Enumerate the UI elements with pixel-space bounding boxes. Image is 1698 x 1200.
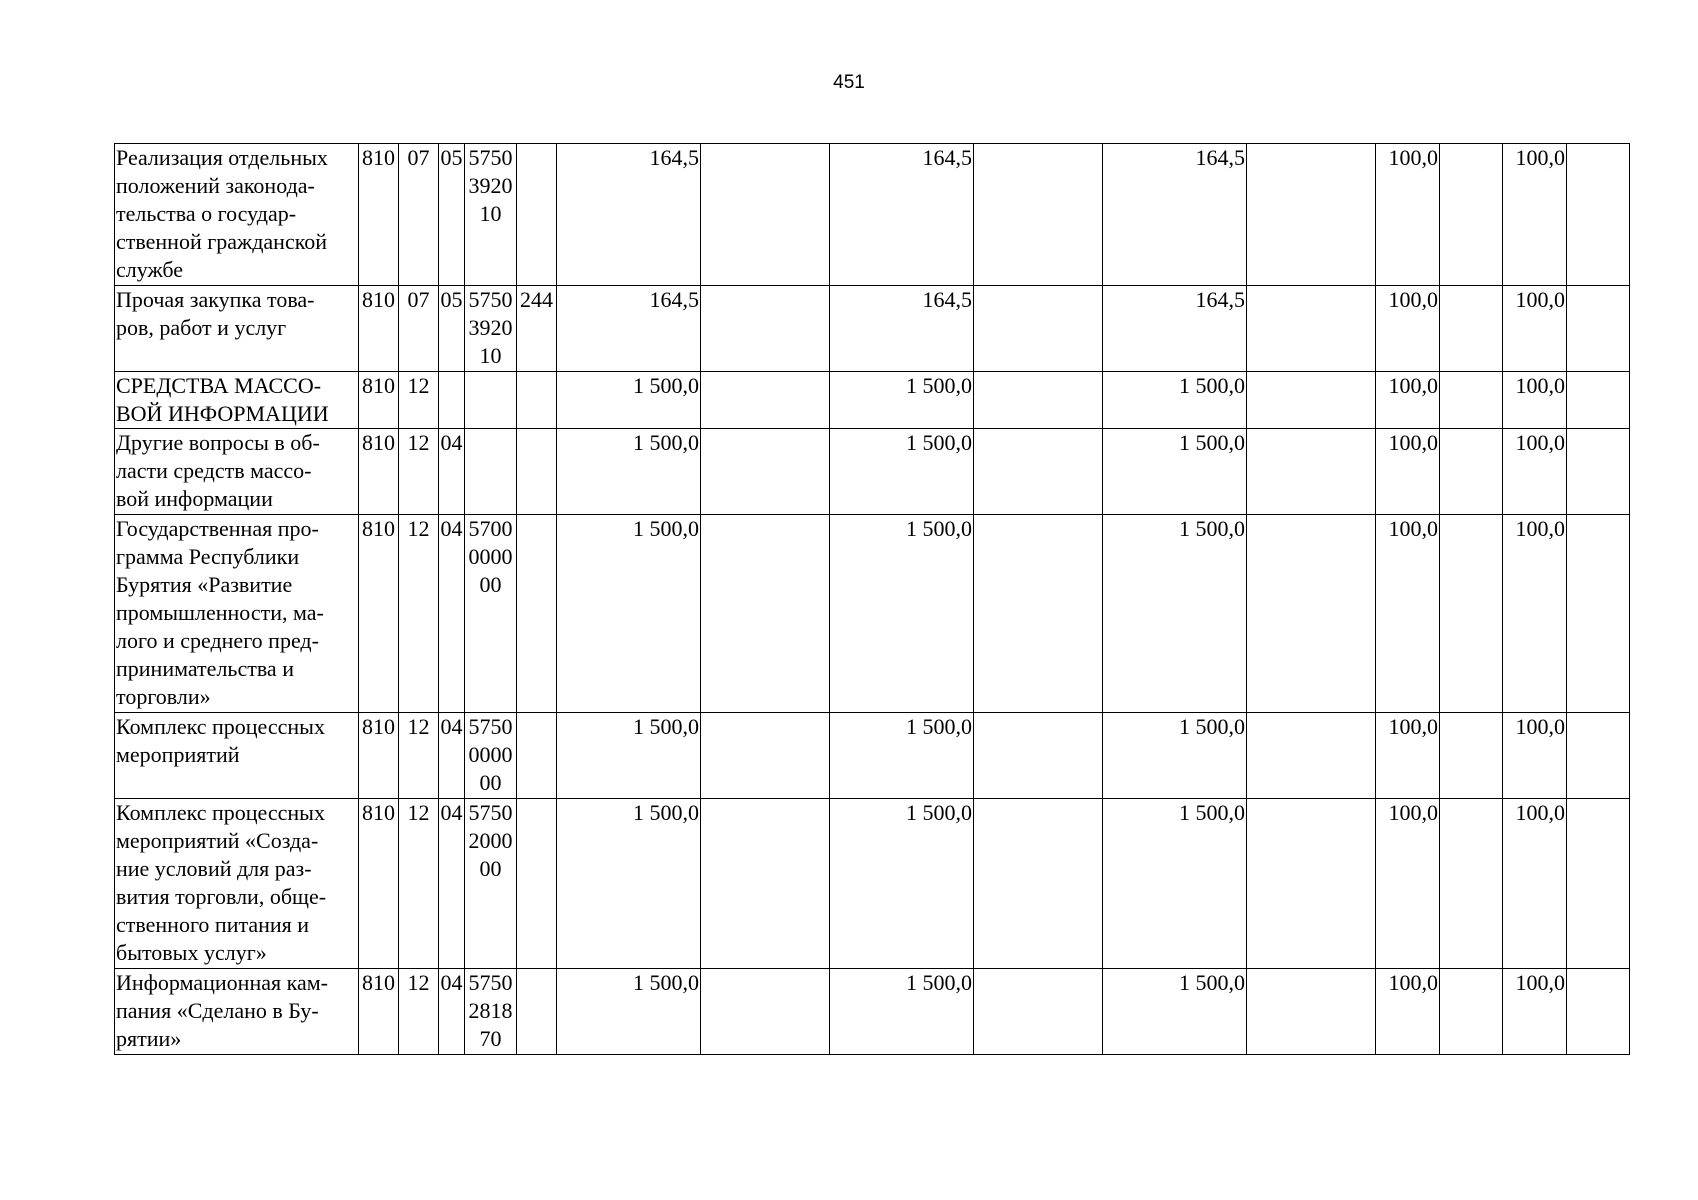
empty-cell [1247,144,1376,286]
percent-1: 100,0 [1376,515,1440,713]
expense-type-code [517,713,557,799]
grbs-code: 810 [359,286,399,372]
amount-3: 164,5 [1103,286,1247,372]
amount-1: 1 500,0 [557,429,701,515]
table-row [115,515,1630,713]
subsection-code: 05 [439,286,465,372]
grbs-code: 810 [359,429,399,515]
empty-cell [1247,286,1376,372]
percent-2: 100,0 [1503,286,1567,372]
grbs-code: 810 [359,372,399,429]
row-name: Прочая закупка това- ров, работ и услуг [115,286,359,372]
expense-type-code [517,372,557,429]
table-row [115,969,1630,1055]
subsection-code: 04 [439,713,465,799]
amount-2: 1 500,0 [830,713,974,799]
target-article-code: 5750 3920 10 [465,286,517,372]
amount-3: 1 500,0 [1103,713,1247,799]
subsection-code: 04 [439,515,465,713]
percent-2: 100,0 [1503,144,1567,286]
amount-3: 1 500,0 [1103,515,1247,713]
row-name: Комплекс процессных мероприятий «Созда- ние условий для раз- вития торговли, обще- ственного питания и бытовых услуг» [115,799,359,969]
section-code: 12 [399,969,439,1055]
empty-cell [1440,372,1503,429]
empty-cell [701,515,830,713]
empty-cell [1247,799,1376,969]
empty-cell [1247,969,1376,1055]
percent-1: 100,0 [1376,713,1440,799]
target-article-code: 5750 0000 00 [465,713,517,799]
row-name: Информационная кам- пания «Сделано в Бу- рятии» [115,969,359,1055]
empty-cell [1247,515,1376,713]
amount-1: 1 500,0 [557,969,701,1055]
expense-type-code [517,144,557,286]
table-row [115,144,1630,286]
amount-2: 1 500,0 [830,969,974,1055]
empty-cell [1567,286,1630,372]
amount-2: 1 500,0 [830,799,974,969]
subsection-code: 04 [439,799,465,969]
grbs-code: 810 [359,144,399,286]
budget-table [114,143,1630,1055]
empty-cell [974,799,1103,969]
table-row [115,429,1630,515]
section-code: 12 [399,713,439,799]
percent-1: 100,0 [1376,286,1440,372]
empty-cell [1567,144,1630,286]
table-row [115,286,1630,372]
section-code: 12 [399,515,439,713]
row-name: Государственная про- грамма Республики Бурятия «Развитие промышленности, ма- лого и среднего пред- принимательства и торговли» [115,515,359,713]
amount-1: 1 500,0 [557,515,701,713]
target-article-code: 5750 2818 70 [465,969,517,1055]
empty-cell [1247,372,1376,429]
amount-2: 1 500,0 [830,429,974,515]
percent-2: 100,0 [1503,429,1567,515]
table-body [115,144,1630,1055]
empty-cell [1440,969,1503,1055]
empty-cell [974,144,1103,286]
empty-cell [1247,713,1376,799]
empty-cell [974,286,1103,372]
section-code: 07 [399,144,439,286]
expense-type-code: 244 [517,286,557,372]
empty-cell [974,429,1103,515]
target-article-code [465,372,517,429]
amount-1: 164,5 [557,144,701,286]
empty-cell [1440,286,1503,372]
expense-type-code [517,429,557,515]
target-article-code: 5700 0000 00 [465,515,517,713]
empty-cell [1567,713,1630,799]
percent-2: 100,0 [1503,713,1567,799]
row-name: Реализация отдельных положений законода- тельства о государ- ственной гражданской службе [115,144,359,286]
section-code: 12 [399,799,439,969]
percent-2: 100,0 [1503,969,1567,1055]
amount-2: 164,5 [830,286,974,372]
subsection-code: 04 [439,429,465,515]
empty-cell [974,969,1103,1055]
row-name: СРЕДСТВА МАССО- ВОЙ ИНФОРМАЦИИ [115,372,359,429]
percent-1: 100,0 [1376,144,1440,286]
section-code: 12 [399,429,439,515]
empty-cell [701,429,830,515]
amount-2: 1 500,0 [830,372,974,429]
amount-3: 164,5 [1103,144,1247,286]
expense-type-code [517,515,557,713]
empty-cell [974,713,1103,799]
empty-cell [701,713,830,799]
amount-3: 1 500,0 [1103,372,1247,429]
empty-cell [1440,799,1503,969]
subsection-code: 04 [439,969,465,1055]
grbs-code: 810 [359,799,399,969]
target-article-code: 5750 2000 00 [465,799,517,969]
percent-1: 100,0 [1376,372,1440,429]
empty-cell [1567,969,1630,1055]
amount-1: 1 500,0 [557,372,701,429]
empty-cell [974,515,1103,713]
empty-cell [1440,713,1503,799]
percent-1: 100,0 [1376,969,1440,1055]
amount-1: 164,5 [557,286,701,372]
section-code: 07 [399,286,439,372]
empty-cell [1567,372,1630,429]
empty-cell [701,799,830,969]
amount-1: 1 500,0 [557,713,701,799]
expense-type-code [517,969,557,1055]
section-code: 12 [399,372,439,429]
table-row [115,799,1630,969]
percent-2: 100,0 [1503,372,1567,429]
page-number: 451 [833,72,865,93]
percent-1: 100,0 [1376,429,1440,515]
amount-3: 1 500,0 [1103,429,1247,515]
empty-cell [1247,429,1376,515]
table-row [115,713,1630,799]
row-name: Другие вопросы в об- ласти средств массо- вой информации [115,429,359,515]
empty-cell [701,969,830,1055]
empty-cell [701,286,830,372]
subsection-code [439,372,465,429]
empty-cell [974,372,1103,429]
empty-cell [701,372,830,429]
grbs-code: 810 [359,713,399,799]
empty-cell [1440,144,1503,286]
expense-type-code [517,799,557,969]
percent-2: 100,0 [1503,799,1567,969]
subsection-code: 05 [439,144,465,286]
percent-2: 100,0 [1503,515,1567,713]
row-name: Комплекс процессных мероприятий [115,713,359,799]
empty-cell [1567,799,1630,969]
amount-1: 1 500,0 [557,799,701,969]
amount-3: 1 500,0 [1103,799,1247,969]
grbs-code: 810 [359,969,399,1055]
empty-cell [1567,429,1630,515]
grbs-code: 810 [359,515,399,713]
target-article-code: 5750 3920 10 [465,144,517,286]
amount-2: 1 500,0 [830,515,974,713]
empty-cell [1440,515,1503,713]
amount-3: 1 500,0 [1103,969,1247,1055]
empty-cell [1567,515,1630,713]
target-article-code [465,429,517,515]
amount-2: 164,5 [830,144,974,286]
table-row [115,372,1630,429]
empty-cell [701,144,830,286]
percent-1: 100,0 [1376,799,1440,969]
empty-cell [1440,429,1503,515]
